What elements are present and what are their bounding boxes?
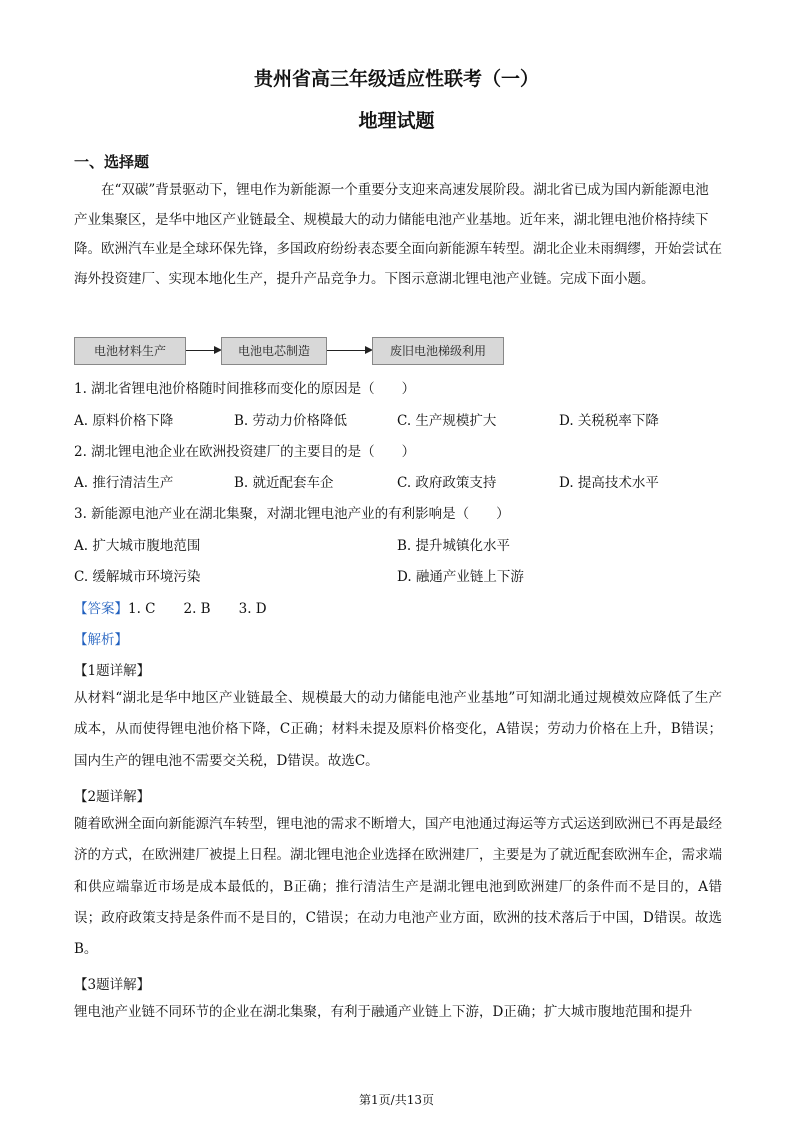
flow-box-material: 电池材料生产 — [74, 337, 186, 365]
question-2-option-d: D. 提高技术水平 — [559, 475, 659, 491]
question-1-option-a: A. 原料价格下降 — [74, 413, 174, 429]
intro-paragraph: 在“双碳”背景驱动下，锂电作为新能源一个重要分支迎来高速发展阶段。湖北省已成为国内新能源电池产业集聚区，是华中地区产业链最全、规模最大的动力储能电池产业基地。近年来，湖北锂电池价格持续下降。欧洲汽车业是全球环保先锋，多国政府纷纷表态要全面向新能源车转型。湖北企业未雨绸缪，开始尝试在海外投资建厂、实现本地化生产，提升产品竞争力。下图示意湖北锂电池产业链。完成下面小题。 — [74, 182, 722, 287]
detail-3-text: 锂电池产业链不同环节的企业在湖北集聚，有利于融通产业链上下游，D正确；扩大城市腹地范围和提升 — [74, 1004, 693, 1020]
answer-value: 2. B — [183, 601, 211, 617]
question-1-option-b: B. 劳动力价格降低 — [234, 413, 348, 429]
question-3-stem: 3. 新能源电池产业在湖北集聚，对湖北锂电池产业的有利影响是（ ） — [74, 506, 510, 522]
question-3-option-a: A. 扩大城市腹地范围 — [74, 538, 201, 554]
industry-chain-diagram — [74, 337, 574, 367]
detail-3-heading: 【3题详解】 — [74, 977, 151, 993]
question-2-option-b: B. 就近配套车企 — [234, 475, 334, 491]
question-1-stem: 1. 湖北省锂电池价格随时间推移而变化的原因是（ ） — [74, 381, 416, 397]
question-2-stem: 2. 湖北锂电池企业在欧洲投资建厂的主要目的是（ ） — [74, 444, 416, 460]
page-number: 第1页/共13页 — [359, 1093, 434, 1107]
detail-2-text: 随着欧洲全面向新能源汽车转型，锂电池的需求不断增大，国产电池通过海运等方式运送到欧洲已不再是最经济的方式，在欧洲建厂被提上日程。湖北锂电池企业选择在欧洲建厂，主要是为了就近配套欧洲车企，需求端和供应端靠近市场是成本最低的，B正确；推行清洁生产是湖北锂电池到欧洲建厂的条件而不是目的，A错误；政府政策支持是条件而不是目的，C错误；在动力电池产业方面，欧洲的技术落后于中国，D错误。故选B。 — [74, 816, 722, 958]
detail-1-heading: 【1题详解】 — [74, 663, 151, 679]
question-3-option-c: C. 缓解城市环境污染 — [74, 569, 201, 585]
answer-value: 3. D — [238, 601, 267, 617]
answer-line — [74, 597, 267, 617]
question-2-option-a: A. 推行清洁生产 — [74, 475, 174, 491]
answer-label: 【答案】 — [74, 601, 128, 617]
flow-box-cell: 电池电芯制造 — [221, 337, 327, 365]
question-3-option-b: B. 提升城镇化水平 — [397, 538, 511, 554]
analysis-label: 【解析】 — [74, 632, 128, 648]
question-3-option-d: D. 融通产业链上下游 — [397, 569, 524, 585]
detail-2-heading: 【2题详解】 — [74, 789, 151, 805]
flow-box-recycle: 废旧电池梯级利用 — [372, 337, 504, 365]
flow-arrow-line — [186, 350, 216, 351]
document-subtitle: 地理试题 — [358, 110, 435, 132]
question-1-option-c: C. 生产规模扩大 — [397, 413, 497, 429]
question-2-option-c: C. 政府政策支持 — [397, 475, 497, 491]
answer-value: 1. C — [128, 601, 156, 617]
section-heading: 一、选择题 — [74, 153, 150, 171]
flow-arrow-line — [327, 350, 367, 351]
document-title: 贵州省高三年级适应性联考（一） — [253, 68, 539, 90]
detail-1-text: 从材料“湖北是华中地区产业链最全、规模最大的动力储能电池产业基地”可知湖北通过规模效应降低了生产成本，从而使得锂电池价格下降，C正确；材料未提及原料价格变化，A错误；劳动力价格在上升，B错误；国内生产的锂电池不需要交关税，D错误。故选C。 — [74, 690, 722, 769]
question-1-option-d: D. 关税税率下降 — [559, 413, 659, 429]
